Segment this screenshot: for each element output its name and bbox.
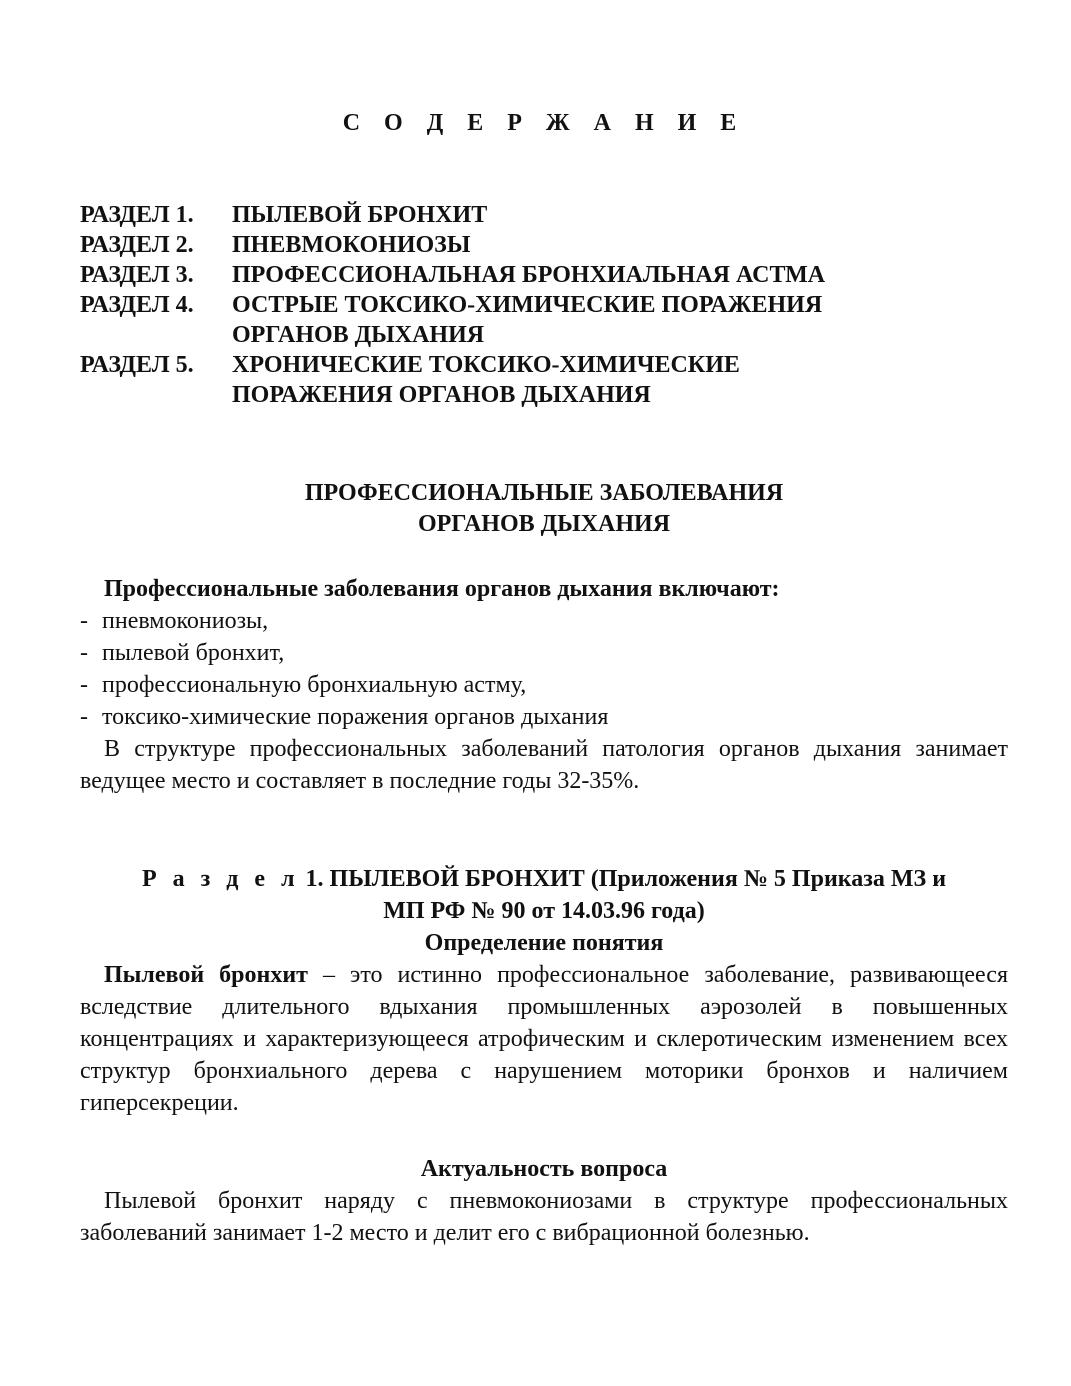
toc-item-line: ПЫЛЕВОЙ БРОНХИТ — [232, 202, 488, 228]
section-1 — [80, 863, 1008, 1119]
toc-item — [80, 200, 1008, 230]
list-item — [80, 669, 1008, 701]
toc-item-line: ОСТРЫЕ ТОКСИКО-ХИМИЧЕСКИЕ ПОРАЖЕНИЯ — [232, 292, 823, 318]
table-of-contents — [80, 200, 1008, 410]
toc-item-title — [232, 230, 1008, 260]
main-heading — [80, 478, 1008, 540]
toc-item-number: РАЗДЕЛ 5. — [80, 352, 194, 378]
bullet-marker: - — [80, 640, 88, 666]
section-1-heading-rest: 1. ПЫЛЕВОЙ БРОНХИТ (Приложения № 5 Приказа МЗ и — [299, 866, 947, 892]
bullet-marker: - — [80, 608, 88, 634]
intro-lead: Профессиональные заболевания органов дыхания включают: — [104, 576, 780, 602]
list-item-text: пневмокониозы, — [102, 608, 269, 634]
toc-item-line: ПНЕВМОКОНИОЗЫ — [232, 232, 471, 258]
intro-paragraph: В структуре профессиональных заболеваний патология органов дыхания занимает ведущее место и составляет в последние годы 32-35%. — [80, 736, 1008, 794]
toc-item — [80, 230, 1008, 260]
actuality-section — [80, 1153, 1008, 1249]
toc-title: С О Д Е Р Ж А Н И Е — [342, 110, 746, 136]
main-heading-line: ПРОФЕССИОНАЛЬНЫЕ ЗАБОЛЕВАНИЯ — [304, 480, 784, 506]
bullet-marker: - — [80, 704, 88, 730]
toc-item-line: ОРГАНОВ ДЫХАНИЯ — [232, 322, 485, 348]
actuality-heading: Актуальность вопроса — [420, 1156, 668, 1182]
toc-item — [80, 260, 1008, 290]
main-heading-line: ОРГАНОВ ДЫХАНИЯ — [417, 511, 671, 537]
toc-item-title — [232, 350, 1008, 410]
definition-paragraph — [80, 959, 1008, 1119]
toc-item-title — [232, 200, 1008, 230]
list-item — [80, 701, 1008, 733]
toc-item-line: ПРОФЕССИОНАЛЬНАЯ БРОНХИАЛЬНАЯ АСТМА — [232, 262, 826, 288]
toc-item-number: РАЗДЕЛ 2. — [80, 232, 194, 258]
bullet-marker: - — [80, 672, 88, 698]
toc-item-title — [232, 260, 1008, 290]
list-item-text: пылевой бронхит, — [102, 640, 285, 666]
definition-text: – это истинно профессиональное заболевание, развивающееся вследствие длительного вдыхания промышленных аэрозолей в повышенных концентрациях и характеризующееся атрофическим и склеротическим изменением всех структур бронхиального дерева с нарушением моторики бронхов и наличием гиперсекреции. — [80, 962, 1009, 1116]
defined-term: Пылевой бронхит — [104, 962, 308, 988]
toc-item — [80, 290, 1008, 350]
list-item — [80, 605, 1008, 637]
toc-item-number: РАЗДЕЛ 1. — [80, 202, 194, 228]
toc-item-line: ХРОНИЧЕСКИЕ ТОКСИКО-ХИМИЧЕСКИЕ — [232, 352, 740, 378]
toc-item-number: РАЗДЕЛ 4. — [80, 292, 194, 318]
section-1-subheading: Определение понятия — [424, 930, 664, 956]
toc-item — [80, 350, 1008, 410]
section-1-heading — [80, 863, 1008, 895]
section-prefix: Р а з д е л — [141, 866, 300, 892]
toc-item-title — [232, 290, 1008, 350]
list-item-text: токсико-химические поражения органов дыхания — [102, 704, 609, 730]
intro-section — [80, 573, 1008, 797]
toc-item-line: ПОРАЖЕНИЯ ОРГАНОВ ДЫХАНИЯ — [232, 382, 651, 408]
list-item-text: профессиональную бронхиальную астму, — [102, 672, 527, 698]
actuality-paragraph: Пылевой бронхит наряду с пневмокониозами в структуре профессиональных заболеваний занимает 1-2 место и делит его с вибрационной болезнью. — [80, 1188, 1008, 1246]
section-1-heading-line2: МП РФ № 90 от 14.03.96 года) — [383, 898, 705, 924]
list-item — [80, 637, 1008, 669]
toc-item-number: РАЗДЕЛ 3. — [80, 262, 194, 288]
